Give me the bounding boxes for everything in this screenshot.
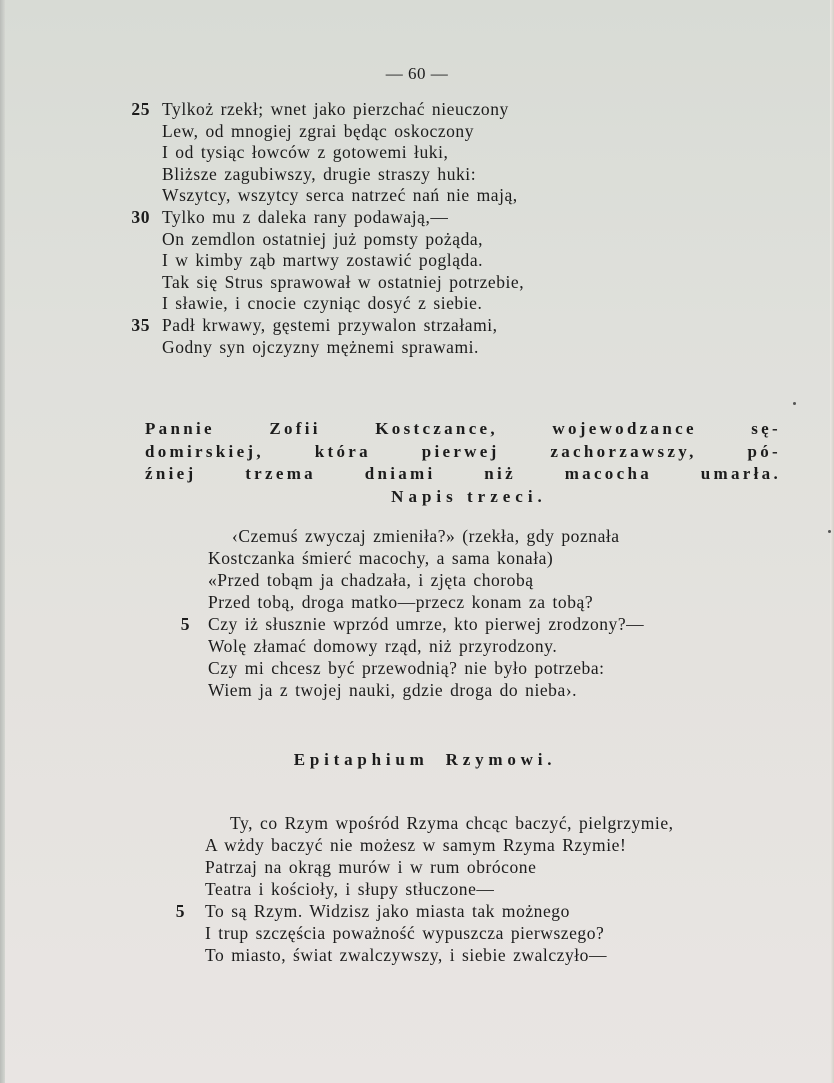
- section-title: Epitaphium Rzymowi.: [293, 750, 557, 769]
- verse-text: Tylkoż rzekł; wnet jako pierzchać nieuczony: [162, 99, 509, 119]
- verse-text: Lew, od mnogiej zgrai będąc oskoczony: [162, 120, 475, 141]
- verse-text: Wszytcy, wszytcy serca natrzeć nań nie mają,: [162, 185, 518, 206]
- verse-text: Czy mi chcesz być przewodnią? nie było potrzeba:: [208, 658, 605, 678]
- verse-text: Padł krwawy, gęstemi przywalon strzałami,: [162, 314, 498, 335]
- page-right-edge: [830, 0, 834, 1083]
- epitaph-heading: [145, 418, 781, 508]
- heading-subtitle: Napis trzeci.: [391, 486, 547, 506]
- verse-text: I od tysiąc łowców z gotowemi łuki,: [162, 142, 449, 163]
- line-number: 5: [175, 901, 185, 921]
- scan-speck: [828, 530, 831, 533]
- verse-text: «Przed tobąm ja chadzała, i zjęta chorobą: [208, 570, 534, 590]
- verse-text: Teatra i kościoły, i słupy stłuczone—: [205, 879, 495, 899]
- verse-text: Wiem ja z twojej nauki, gdzie droga do nieba›.: [208, 680, 578, 700]
- verse-text: On zemdlon ostatniej już pomsty pożąda,: [162, 228, 484, 249]
- verse-text: Bliższe zagubiwszy, drugie straszy huki:: [162, 163, 477, 184]
- verse-text: ‹Czemuś zwyczaj zmieniła?» (rzekła, gdy poznała: [232, 526, 620, 546]
- verse-text: I w kimby ząb martwy zostawić pogląda.: [162, 250, 484, 271]
- verse-text: Godny syn ojczyzny mężnemi sprawami.: [162, 336, 479, 357]
- page-left-edge: [0, 0, 5, 1083]
- verse-text: Przed tobą, droga matko—przecz konam za tobą?: [208, 592, 594, 612]
- verse-text: Tak się Strus sprawował w ostatniej potrzebie,: [162, 271, 525, 292]
- verse-text: Ty, co Rzym wpośród Rzyma chcąc baczyć, pielgrzymie,: [230, 813, 674, 833]
- heading-line: Pannie Zofii Kostczance, wojewodzance sę-: [145, 419, 781, 438]
- verse-text: Tylko mu z daleka rany podawają,—: [162, 206, 449, 227]
- verse-text: Kostczanka śmierć macochy, a sama konała): [208, 548, 554, 568]
- verse-text: I trup szczęścia poważność wypuszcza pierwszego?: [205, 923, 605, 943]
- heading-line: domirskiej, która pierwej zachorzawszy, pó-: [145, 441, 781, 461]
- heading-line: źniej trzema dniami niż macocha umarła.: [145, 464, 781, 483]
- verse-text: I sławie, i cnocie czyniąc dosyć z siebie.: [162, 293, 483, 314]
- verse-text: To są Rzym. Widzisz jako miasta tak możnego: [205, 901, 570, 921]
- line-number: 5: [180, 614, 190, 634]
- scan-speck: [793, 402, 796, 405]
- line-number: 25: [131, 99, 150, 119]
- page-number: — 60 —: [385, 64, 449, 83]
- verse-text: To miasto, świat zwalczywszy, i siebie zwalczyło—: [205, 945, 608, 965]
- verse-text: Patrzaj na okrąg murów i w rum obrócone: [205, 857, 537, 877]
- line-number: 30: [131, 206, 150, 227]
- line-number: 35: [131, 314, 150, 335]
- verse-text: Wolę złamać domowy rząd, niż przyrodzony.: [208, 636, 558, 656]
- verse-text: A wżdy baczyć nie możesz w samym Rzyma Rzymie!: [205, 835, 627, 855]
- verse-text: Czy iż słusznie wprzód umrze, kto pierwej zrodzony?—: [208, 614, 645, 634]
